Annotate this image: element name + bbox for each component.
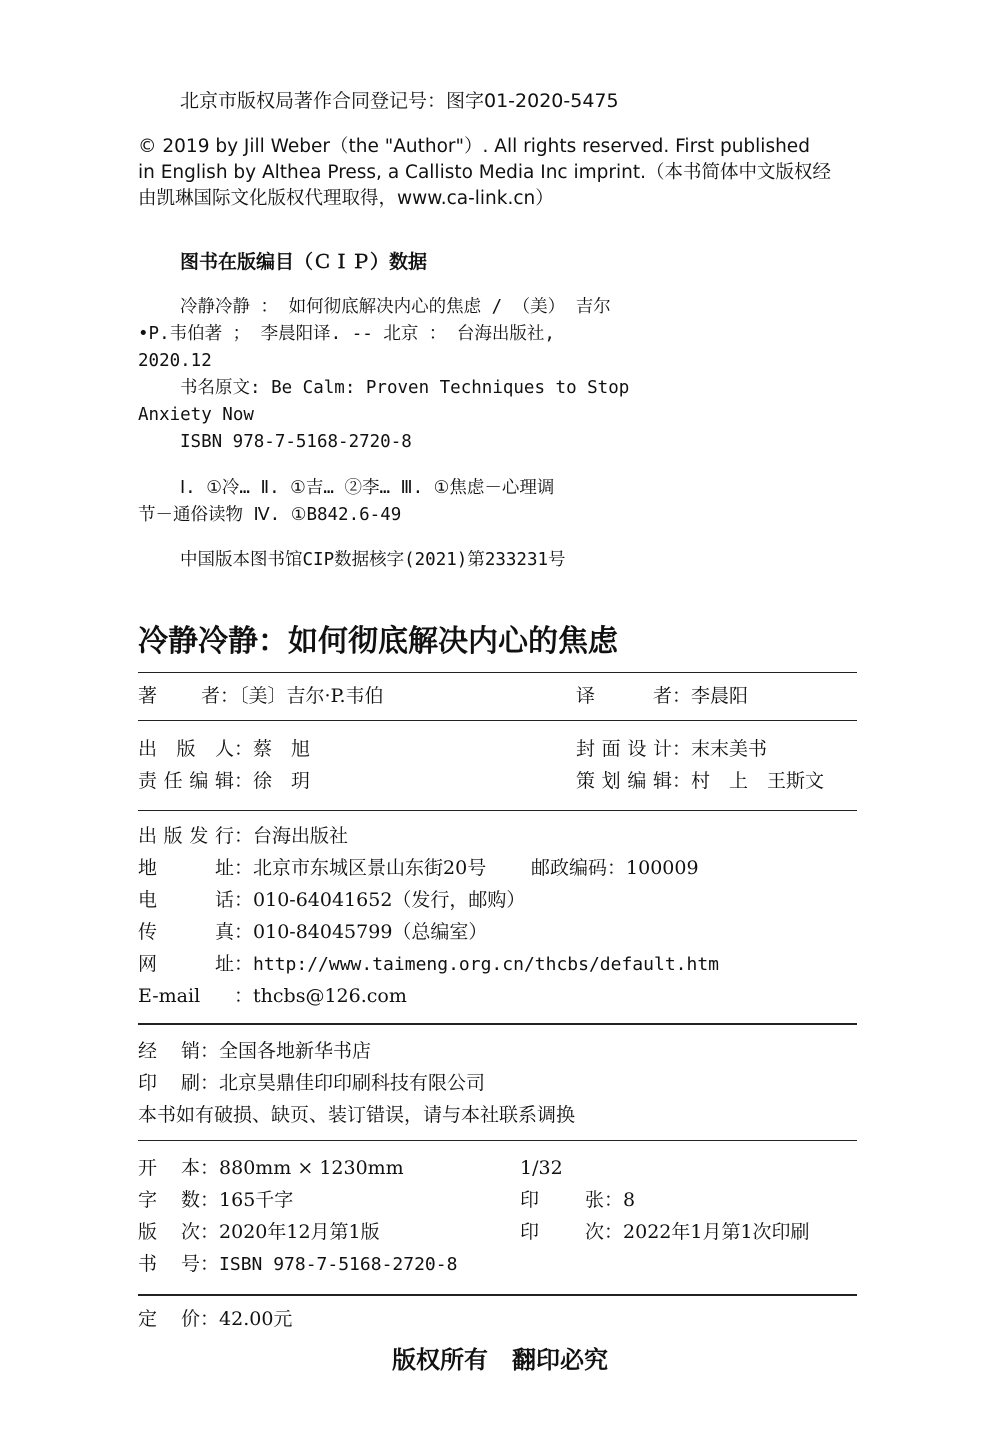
phone-label: 电话 (138, 889, 234, 911)
editor-row: 责任编辑：徐 玥 (138, 770, 311, 792)
publisher-person-value: 蔡 旭 (253, 738, 311, 760)
translator-label: 译者 (576, 685, 672, 707)
format-fraction: 1/32 (520, 1157, 563, 1179)
divider (138, 1023, 857, 1025)
fax-value: 010-84045799（总编室） (253, 921, 488, 943)
divider (138, 672, 857, 673)
book-title: 冷静冷静：如何彻底解决内心的焦虑 (138, 624, 618, 659)
cip-line: 中国版本图书馆CIP数据核字(2021)第233231号 (180, 550, 566, 570)
printer-label: 印刷 (138, 1072, 200, 1094)
price-label: 定价 (138, 1308, 200, 1330)
format-row: 开本：880mm × 1230mm (138, 1157, 404, 1179)
cip-line: 冷静冷静 ： 如何彻底解决内心的焦虑 / （美） 吉尔 (180, 297, 611, 317)
cover-design-row: 封面设计：末末美书 (576, 738, 768, 760)
isbn-label: 书号 (138, 1253, 200, 1275)
edition-value: 2020年12月第1版 (219, 1221, 380, 1243)
address-label: 地址 (138, 857, 234, 879)
sheets-value: 8 (623, 1189, 636, 1211)
phone-row: 电话：010-64041652（发行，邮购） (138, 889, 526, 911)
copyright-registration: 北京市版权局著作合同登记号：图字01-2020-5475 (180, 90, 619, 112)
publisher-person-label: 出版人 (138, 738, 234, 760)
format-label: 开本 (138, 1157, 200, 1179)
printer-value: 北京昊鼎佳印印刷科技有限公司 (219, 1072, 486, 1094)
copyright-line-3: 由凯琳国际文化版权代理取得，www.ca-link.cn） (138, 188, 554, 209)
email-value: thcbs@126.com (253, 985, 407, 1007)
copyright-line-2: in English by Althea Press, a Callisto Media Inc imprint.（本书简体中文版权经 (138, 162, 831, 183)
copyright-line-1: © 2019 by Jill Weber（the "Author"）. All rights reserved. First published (138, 136, 810, 157)
author-label: 著者 (138, 685, 220, 707)
divider (138, 1140, 857, 1141)
printing-value: 2022年1月第1次印刷 (623, 1221, 810, 1243)
edition-label: 版次 (138, 1221, 200, 1243)
word-count-value: 165千字 (219, 1189, 294, 1211)
website-row: 网址：http://www.taimeng.org.cn/thcbs/default.htm (138, 953, 720, 975)
cip-line: 书名原文: Be Calm: Proven Techniques to Stop (180, 378, 630, 398)
damage-notice: 本书如有破损、缺页、装订错误，请与本社联系调换 (138, 1104, 576, 1126)
editor-value: 徐 玥 (253, 770, 311, 792)
fax-row: 传真：010-84045799（总编室） (138, 921, 488, 943)
cip-line: 节－通俗读物 Ⅳ. ①B842.6-49 (138, 505, 402, 525)
website-label: 网址 (138, 953, 234, 975)
seller-row: 经销：全国各地新华书店 (138, 1040, 372, 1062)
word-count-row: 字数：165千字 (138, 1189, 294, 1211)
postcode-label: 邮政编码 (531, 857, 608, 879)
divider (138, 1294, 857, 1296)
issuer-label: 出版发行 (138, 825, 234, 847)
edition-row: 版次：2020年12月第1版 (138, 1221, 380, 1243)
cip-line: Ⅰ. ①冷… Ⅱ. ①吉… ②李… Ⅲ. ①焦虑－心理调 (180, 478, 555, 498)
copyright-footer: 版权所有 翻印必究 (392, 1346, 608, 1374)
cip-line: ISBN 978-7-5168-2720-8 (180, 432, 412, 452)
address-value: 北京市东城区景山东街20号 (253, 857, 487, 879)
price-row: 定价：42.00元 (138, 1308, 293, 1330)
printing-row: 印次：2022年1月第1次印刷 (520, 1221, 810, 1243)
issuer-value: 台海出版社 (253, 825, 349, 847)
divider (138, 720, 857, 721)
email-row: E-mail ：thcbs@126.com (138, 985, 407, 1007)
sheets-label: 印张 (520, 1189, 604, 1211)
cip-heading: 图书在版编目（ＣＩＰ）数据 (180, 251, 428, 273)
planning-editor-row: 策划编辑：村 上 王斯文 (576, 770, 825, 792)
word-count-label: 字数 (138, 1189, 200, 1211)
issuer-row: 出版发行：台海出版社 (138, 825, 349, 847)
isbn-row: 书号：ISBN 978-7-5168-2720-8 (138, 1253, 458, 1275)
publisher-person-row: 出版人：蔡 旭 (138, 738, 311, 760)
author-value: 〔美〕吉尔·P.韦伯 (239, 685, 384, 707)
email-label: E-mail (138, 985, 201, 1007)
sheets-row: 印张：8 (520, 1189, 636, 1211)
isbn-value: ISBN 978-7-5168-2720-8 (219, 1254, 458, 1275)
printing-label: 印次 (520, 1221, 604, 1243)
fax-label: 传真 (138, 921, 234, 943)
seller-value: 全国各地新华书店 (219, 1040, 372, 1062)
author-row: 著者：〔美〕吉尔·P.韦伯 (138, 685, 384, 707)
address-row: 地址：北京市东城区景山东街20号 (138, 857, 487, 879)
cip-line: Anxiety Now (138, 405, 254, 425)
cover-design-label: 封面设计 (576, 738, 672, 760)
format-value: 880mm × 1230mm (219, 1157, 404, 1179)
planning-editor-value: 村 上 王斯文 (691, 770, 825, 792)
translator-value: 李晨阳 (691, 685, 749, 707)
divider (138, 810, 857, 811)
postcode-row: 邮政编码：100009 (531, 857, 699, 879)
postcode-value: 100009 (626, 857, 699, 879)
cover-design-value: 末末美书 (691, 738, 768, 760)
phone-value: 010-64041652（发行，邮购） (253, 889, 526, 911)
cip-line: 2020.12 (138, 351, 212, 371)
cip-line: •P.韦伯著 ； 李晨阳译. -- 北京 ： 台海出版社, (138, 324, 555, 344)
editor-label: 责任编辑 (138, 770, 234, 792)
price-value: 42.00元 (219, 1308, 293, 1330)
seller-label: 经销 (138, 1040, 200, 1062)
website-value: http://www.taimeng.org.cn/thcbs/default.htm (253, 954, 720, 975)
translator-row: 译者：李晨阳 (576, 685, 749, 707)
planning-editor-label: 策划编辑 (576, 770, 672, 792)
printer-row: 印刷：北京昊鼎佳印印刷科技有限公司 (138, 1072, 486, 1094)
